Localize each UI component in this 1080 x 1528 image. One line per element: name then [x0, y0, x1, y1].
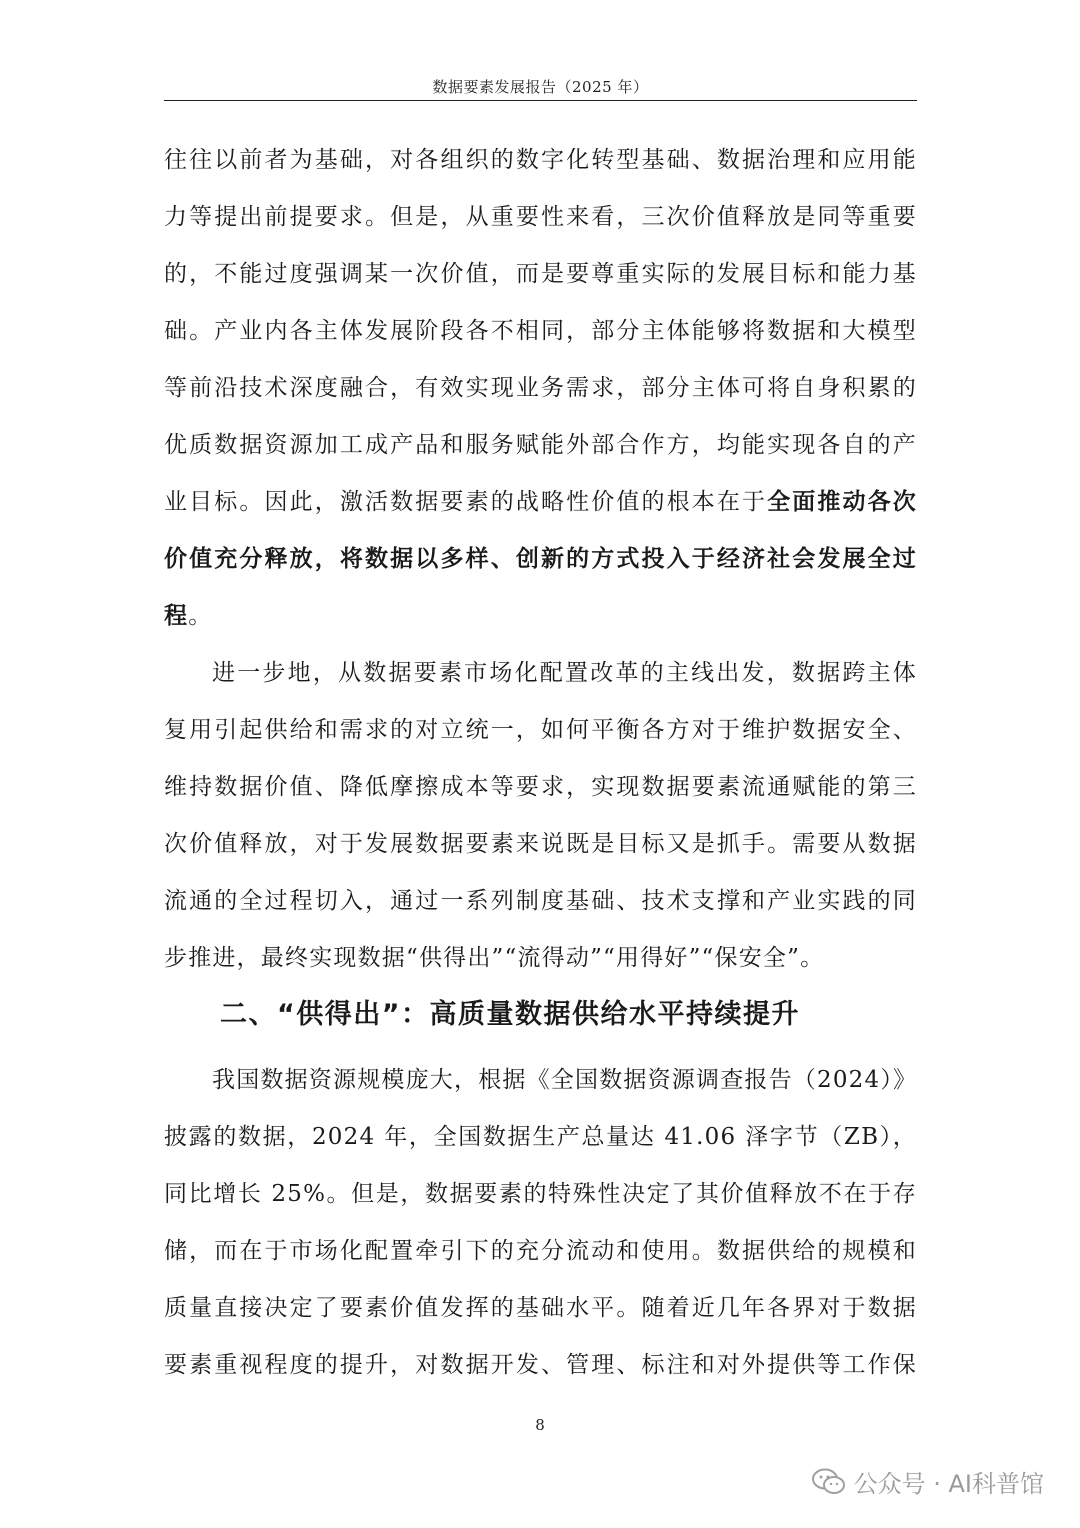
- text-line: 要素重视程度的提升，对数据开发、管理、标注和对外提供等工作保: [164, 1352, 917, 1378]
- page-header: 数据要素发展报告（2025 年）: [432, 78, 649, 96]
- paragraph-1: [164, 132, 917, 645]
- section-heading: 二、“供得出”：高质量数据供给水平持续提升: [220, 999, 800, 1030]
- header-divider: [164, 100, 917, 101]
- text-line: 维持数据价值、降低摩擦成本等要求，实现数据要素流通赋能的第三: [164, 774, 917, 800]
- wechat-icon: [812, 1468, 846, 1496]
- text-line: 步推进，最终实现数据“供得出”“流得动”“用得好”“保安全”。: [164, 945, 825, 971]
- text-line: 复用引起供给和需求的对立统一，如何平衡各方对于维护数据安全、: [164, 717, 917, 743]
- text-line: 的，不能过度强调某一次价值，而是要尊重实际的发展目标和能力基: [164, 261, 917, 287]
- text-line: 往往以前者为基础，对各组织的数字化转型基础、数据治理和应用能: [164, 147, 917, 173]
- text-line: 础。产业内各主体发展阶段各不相同，部分主体能够将数据和大模型: [164, 318, 917, 344]
- paragraph-2: [164, 645, 917, 987]
- text-emphasis: 程: [164, 603, 189, 629]
- text-normal: 。: [188, 603, 213, 629]
- text-line: 进一步地，从数据要素市场化配置改革的主线出发，数据跨主体: [212, 660, 917, 686]
- watermark: [812, 1464, 1044, 1499]
- text-normal: 业目标。因此，激活数据要素的战略性价值的根本在于: [164, 489, 768, 515]
- text-line: 流通的全过程切入，通过一系列制度基础、技术支撑和产业实践的同: [164, 888, 917, 914]
- text-line-emphasis: 价值充分释放，将数据以多样、创新的方式投入于经济社会发展全过: [164, 546, 917, 572]
- text-line: 储，而在于市场化配置牵引下的充分流动和使用。数据供给的规模和: [164, 1238, 917, 1264]
- text-line: 质量直接决定了要素价值发挥的基础水平。随着近几年各界对于数据: [164, 1295, 917, 1321]
- paragraph-3: [164, 1052, 917, 1394]
- text-line: 同比增长 25%。但是，数据要素的特殊性决定了其价值释放不在于存: [164, 1181, 917, 1207]
- watermark-text: 公众号 · AI科普馆: [853, 1470, 1044, 1498]
- text-line: [164, 588, 917, 645]
- text-line: 我国数据资源规模庞大，根据《全国数据资源调查报告（2024）》: [212, 1067, 918, 1093]
- text-line: 次价值释放，对于发展数据要素来说既是目标又是抓手。需要从数据: [164, 831, 917, 857]
- text-line: 力等提出前提要求。但是，从重要性来看，三次价值释放是同等重要: [164, 204, 917, 230]
- text-line: [164, 474, 917, 531]
- text-line: 优质数据资源加工成产品和服务赋能外部合作方，均能实现各自的产: [164, 432, 917, 458]
- text-line: 披露的数据，2024 年，全国数据生产总量达 41.06 泽字节（ZB），: [164, 1124, 917, 1150]
- text-emphasis: 全面推动各次: [767, 489, 917, 515]
- page-number: 8: [535, 1416, 545, 1434]
- text-line: 等前沿技术深度融合，有效实现业务需求，部分主体可将自身积累的: [164, 375, 917, 401]
